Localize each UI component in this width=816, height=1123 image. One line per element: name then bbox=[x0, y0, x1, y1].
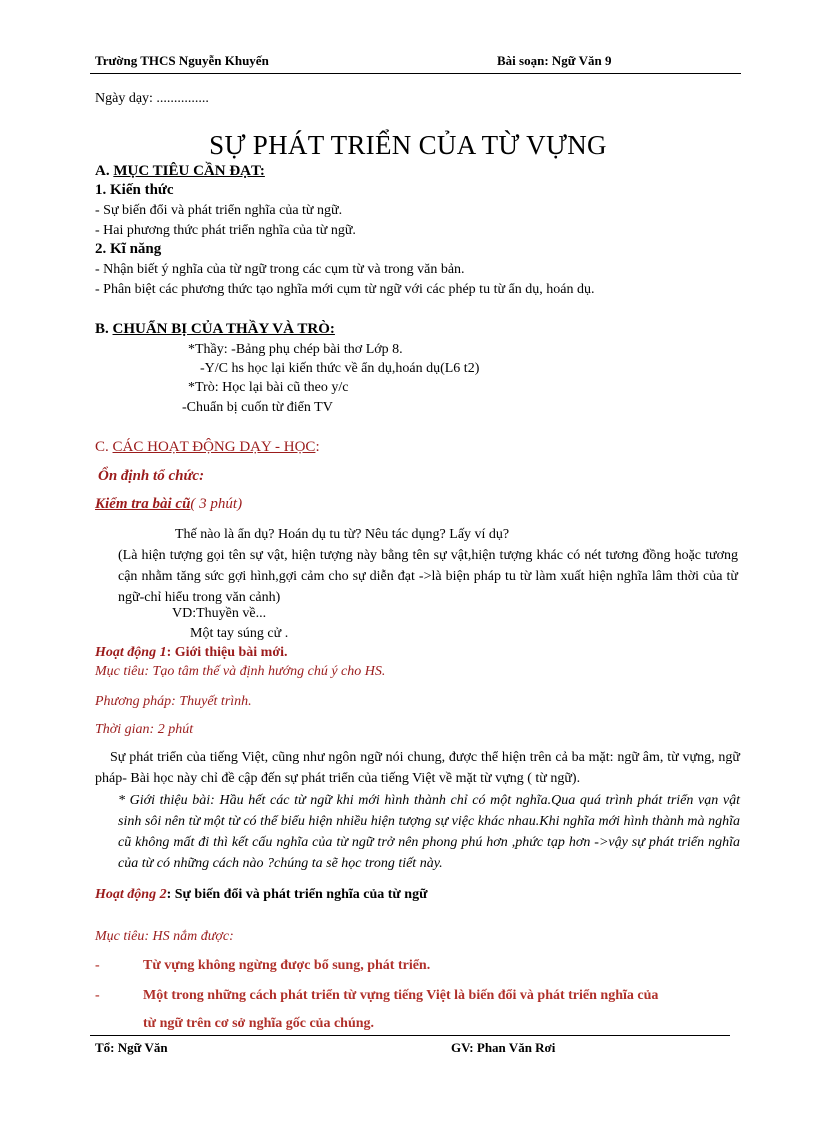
objective-item: Một trong những cách phát triển từ vựng tiếng Việt là biến đổi và phát triển nghĩa của bbox=[143, 988, 659, 1003]
prep-item: -Chuẩn bị cuốn từ điển TV bbox=[182, 400, 333, 415]
section-b-heading: B. CHUẨN BỊ CỦA THẦY VÀ TRÒ: bbox=[95, 321, 335, 337]
on-dinh-label: Ổn định tổ chức: bbox=[98, 468, 205, 484]
answer: (Là hiện tượng gọi tên sự vật, hiện tượng này bằng tên sự vật,hiện tượng khác có nét tương đồng hoặc tương cận nhằm tăng sức gợi hình,gợi cảm cho sự diễn đạt ->là biện pháp tu từ làm xuất hiện nghĩa lâm thời của từ ngữ-chỉ hiểu trong văn cảnh) bbox=[118, 548, 738, 605]
page-title: SỰ PHÁT TRIỂN CỦA TỪ VỰNG bbox=[209, 130, 607, 160]
footer-right: GV: Phan Văn Rơi bbox=[451, 1040, 556, 1055]
knowledge-item: - Hai phương thức phát triển nghĩa của từ ngữ. bbox=[95, 223, 356, 238]
bullet-dash: - bbox=[95, 958, 100, 973]
hd1-phuong-phap: Phương pháp: Thuyết trình. bbox=[95, 694, 252, 709]
objective-item-cont: từ ngữ trên cơ sở nghĩa gốc của chúng. bbox=[143, 1016, 375, 1031]
knowledge-title: 1. Kiến thức bbox=[95, 182, 174, 198]
header-subject: Bài soạn: Ngữ Văn 9 bbox=[497, 53, 612, 68]
header-school: Trường THCS Nguyễn Khuyến bbox=[95, 53, 269, 68]
hd1-intro: Sự phát triển của tiếng Việt, cũng như ngôn ngữ nói chung, được thể hiện trên cả ba mặt: ngữ âm, từ vựng, ngữ pháp- Bài học này chỉ đề cập đến sự phát triển của tiếng Việt về mặt từ vựng ( từ ngữ). bbox=[95, 750, 740, 786]
footer-left: Tổ: Ngữ Văn bbox=[95, 1040, 168, 1055]
prep-item: -Y/C hs học lại kiến thức về ẩn dụ,hoán dụ(L6 t2) bbox=[200, 361, 480, 376]
bullet-dash: - bbox=[95, 988, 100, 1003]
skill-item: - Nhận biết ý nghĩa của từ ngữ trong các cụm từ và trong văn bản. bbox=[95, 262, 465, 277]
section-a-heading: A. MỤC TIÊU CẦN ĐẠT: bbox=[95, 163, 265, 179]
header-rule bbox=[90, 73, 741, 74]
section-c-heading: C. CÁC HOẠT ĐỘNG DẠY - HỌC: bbox=[95, 439, 320, 455]
date-line: Ngày dạy: ............... bbox=[95, 91, 209, 106]
hd1-thoi-gian: Thời gian: 2 phút bbox=[95, 722, 194, 737]
hd2-heading: Hoạt động 2: Sự biến đổi và phát triển nghĩa của từ ngữ bbox=[95, 887, 428, 902]
objective-item: Từ vựng không ngừng được bổ sung, phát triển. bbox=[143, 958, 431, 973]
example-line: VD:Thuyền về... bbox=[172, 606, 267, 621]
hd1-gioi-thieu: * Giới thiệu bài: Hầu hết các từ ngữ khi mới hình thành chỉ có một nghĩa.Qua quá trình phát triển vạn vật sinh sôi nên từ một từ có thể biểu hiện nhiều hiện tượng sự việc khác nhau.Khi nghĩa mới hình thành mà nghĩa cũ không mất đi thì kết cấu nghĩa của từ ngữ trở nên phong phú hơn ,phức tạp hơn ->vậy sự phát triển nghĩa của từ có những cách nào ?chúng ta sẽ học trong tiết này. bbox=[118, 793, 740, 871]
question: Thế nào là ẩn dụ? Hoán dụ tu từ? Nêu tác dụng? Lấy ví dụ? bbox=[175, 527, 510, 542]
hd1-heading: Hoạt động 1: Giới thiệu bài mới. bbox=[95, 645, 288, 660]
knowledge-item: - Sự biến đổi và phát triển nghĩa của từ ngữ. bbox=[95, 203, 343, 218]
skill-item: - Phân biệt các phương thức tạo nghĩa mới cụm từ ngữ với các phép tu từ ẩn dụ, hoán dụ. bbox=[95, 282, 595, 297]
ktbc-label: Kiểm tra bài cũ( 3 phút) bbox=[95, 496, 243, 512]
example-line: Một tay súng cử . bbox=[190, 626, 289, 641]
footer-rule bbox=[90, 1035, 730, 1036]
skills-title: 2. Kĩ năng bbox=[95, 241, 162, 257]
hd2-muc-tieu: Mục tiêu: HS nắm được: bbox=[95, 929, 234, 944]
prep-item: *Trò: Học lại bài cũ theo y/c bbox=[188, 380, 349, 395]
prep-item: *Thầy: -Bảng phụ chép bài thơ Lớp 8. bbox=[188, 342, 403, 357]
hd1-muc-tieu: Mục tiêu: Tạo tâm thế và định hướng chú ý cho HS. bbox=[95, 664, 386, 679]
